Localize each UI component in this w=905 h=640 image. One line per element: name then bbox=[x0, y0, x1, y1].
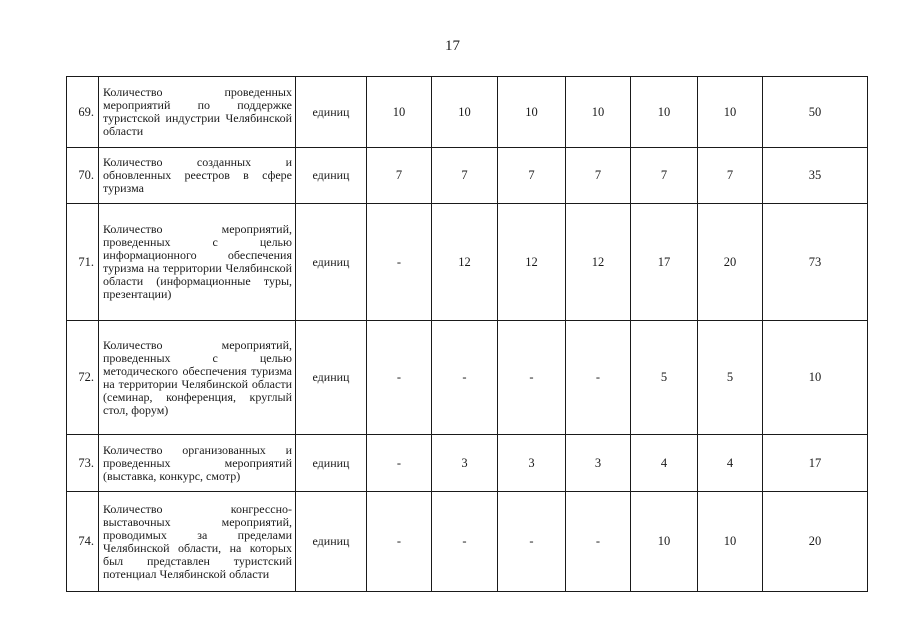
row-value: - bbox=[498, 321, 566, 435]
row-description: Количество организованных и проведенных мероприятий (выставка, конкурс, смотр) bbox=[99, 435, 296, 492]
row-total: 17 bbox=[763, 435, 868, 492]
row-value: 10 bbox=[432, 77, 498, 148]
row-value: 5 bbox=[631, 321, 698, 435]
row-unit: единиц bbox=[296, 204, 367, 321]
row-value: 4 bbox=[698, 435, 763, 492]
row-value: - bbox=[367, 492, 432, 592]
row-unit: единиц bbox=[296, 321, 367, 435]
row-value: 7 bbox=[631, 148, 698, 204]
row-number: 73. bbox=[67, 435, 99, 492]
row-description: Количество созданных и обновленных реестров в сфере туризма bbox=[99, 148, 296, 204]
row-value: 3 bbox=[566, 435, 631, 492]
row-value: 7 bbox=[566, 148, 631, 204]
table-row bbox=[67, 435, 868, 492]
row-value: 10 bbox=[566, 77, 631, 148]
row-value: 5 bbox=[698, 321, 763, 435]
row-description: Количество проведенных мероприятий по поддержке туристской индустрии Челябинской области bbox=[99, 77, 296, 148]
row-value: 12 bbox=[432, 204, 498, 321]
row-value: 7 bbox=[432, 148, 498, 204]
table-row bbox=[67, 204, 868, 321]
row-value: 10 bbox=[698, 492, 763, 592]
row-value: 4 bbox=[631, 435, 698, 492]
indicators-table bbox=[66, 76, 868, 592]
row-value: 3 bbox=[432, 435, 498, 492]
row-value: - bbox=[367, 321, 432, 435]
row-number: 70. bbox=[67, 148, 99, 204]
row-total: 10 bbox=[763, 321, 868, 435]
table-row bbox=[67, 321, 868, 435]
row-value: 10 bbox=[367, 77, 432, 148]
row-value: 10 bbox=[498, 77, 566, 148]
row-total: 50 bbox=[763, 77, 868, 148]
table-row bbox=[67, 77, 868, 148]
row-description: Количество конгрессно-выставочных мероприятий, проводимых за пределами Челябинской области, на которых был представлен туристский потенциал Челябинской области bbox=[99, 492, 296, 592]
row-value: 7 bbox=[498, 148, 566, 204]
row-value: - bbox=[432, 492, 498, 592]
row-value: 17 bbox=[631, 204, 698, 321]
row-value: 7 bbox=[367, 148, 432, 204]
row-value: 7 bbox=[698, 148, 763, 204]
row-value: 10 bbox=[631, 492, 698, 592]
row-total: 20 bbox=[763, 492, 868, 592]
row-value: - bbox=[367, 204, 432, 321]
table-row bbox=[67, 148, 868, 204]
row-unit: единиц bbox=[296, 435, 367, 492]
row-value: 3 bbox=[498, 435, 566, 492]
row-number: 71. bbox=[67, 204, 99, 321]
page-number: 17 bbox=[445, 38, 460, 54]
row-total: 35 bbox=[763, 148, 868, 204]
row-value: 12 bbox=[498, 204, 566, 321]
table-body bbox=[67, 77, 868, 592]
row-value: 10 bbox=[698, 77, 763, 148]
row-unit: единиц bbox=[296, 148, 367, 204]
row-unit: единиц bbox=[296, 77, 367, 148]
row-description: Количество мероприятий, проведенных с целью методического обеспечения туризма на территории Челябинской области (семинар, конференция, круглый стол, форум) bbox=[99, 321, 296, 435]
row-description: Количество мероприятий, проведенных с целью информационного обеспечения туризма на территории Челябинской области (информационные туры, презентации) bbox=[99, 204, 296, 321]
row-total: 73 bbox=[763, 204, 868, 321]
row-value: 12 bbox=[566, 204, 631, 321]
row-number: 74. bbox=[67, 492, 99, 592]
row-value: - bbox=[367, 435, 432, 492]
row-value: - bbox=[432, 321, 498, 435]
table-row bbox=[67, 492, 868, 592]
row-value: - bbox=[498, 492, 566, 592]
row-value: 10 bbox=[631, 77, 698, 148]
row-number: 72. bbox=[67, 321, 99, 435]
row-unit: единиц bbox=[296, 492, 367, 592]
row-number: 69. bbox=[67, 77, 99, 148]
row-value: - bbox=[566, 492, 631, 592]
row-value: - bbox=[566, 321, 631, 435]
row-value: 20 bbox=[698, 204, 763, 321]
